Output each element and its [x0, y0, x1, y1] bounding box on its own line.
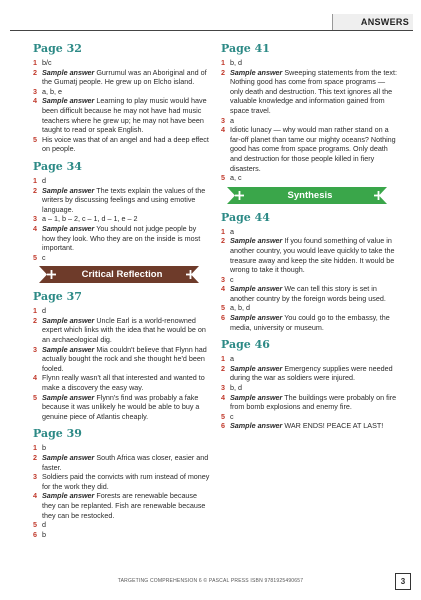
answer-item: 5 a, c — [221, 173, 242, 183]
page-41-answers — [221, 58, 399, 183]
page-34-heading: Page 34 — [33, 159, 82, 173]
page-44-answers — [221, 227, 399, 333]
answer-item: 2 Sample answer The texts explain the values of the writers by discussing feelings and using emotive language. — [33, 185, 206, 214]
header-title: ANSWERS — [360, 17, 409, 27]
answer-item: 2 Sample answer Sweeping statements from the text: Nothing good has come from space programs — only death and destruction. This text ignores all the valuable knowledge and information gained from space travel. — [221, 67, 398, 115]
answer-item: 4 Idiotic lunacy — why would man rather stand on a far-off planet than tame our mighty oceans? Nothing good has come from space programs. Only death and destruction for those people killed in fiery disasters. — [221, 125, 396, 173]
answer-item: 3 Soldiers paid the convicts with rum instead of money for the work they did. — [33, 472, 210, 491]
answer-item: 6 Sample answer WAR ENDS! PEACE AT LAST! — [221, 421, 384, 431]
answer-item: 1 a — [221, 354, 234, 364]
critical-reflection-banner — [33, 266, 211, 283]
answer-item: 2 Sample answer Uncle Earl is a world-renowned expert which links with the idea that he would be on an archaeological dig. — [33, 315, 206, 345]
page-32-answers — [33, 58, 211, 154]
answer-item: 3 a, b, e — [33, 86, 62, 96]
answer-item: 4 Sample answer Forests are renewable because they can be replanted. Fish are renewable because they can be restocked. — [33, 491, 206, 520]
page-41-heading: Page 41 — [221, 42, 270, 55]
answer-item: 3 Sample answer Mia couldn't believe that Flynn had actually bought the rock and she thought he'd been fooled. — [33, 344, 207, 373]
answer-item: 5 d — [33, 520, 46, 530]
page-37-answers — [33, 306, 211, 421]
page-32-heading: Page 32 — [33, 42, 82, 55]
answer-item: 3 b, d — [221, 383, 242, 393]
answer-item: 6 b — [33, 529, 46, 539]
answer-item: 3 c — [221, 274, 234, 284]
answer-item: 4 Sample answer You should not judge people by how they look. Who they are on the inside is most important. — [33, 223, 201, 253]
page-37-heading: Page 37 — [33, 290, 82, 304]
answer-item: 1 b — [33, 443, 46, 453]
answer-item: 4 Flynn really wasn't all that interested and wanted to make a discovery the easy way. — [33, 373, 205, 393]
header-rule — [10, 30, 413, 31]
answer-item: 1 a — [221, 226, 234, 236]
answer-item: 5 His voice was that of an angel and had a deep effect on people. — [33, 134, 209, 154]
answer-item: 1 b/c — [33, 58, 52, 67]
banner-label: Critical Reflection — [81, 269, 163, 281]
page-34-answers — [33, 176, 211, 262]
answer-item: 2 Sample answer Emergency supplies were needed during the war as soldiers were injured. — [221, 363, 393, 383]
header-bar — [0, 0, 421, 38]
answer-item: 5 c — [33, 252, 46, 262]
page-44-heading: Page 44 — [221, 210, 270, 224]
right-column — [221, 42, 399, 431]
footer-credit: TARGETING COMPREHENSION 6 © PASCAL PRESS ISBN 9781925490657 — [117, 578, 304, 584]
page-46-heading: Page 46 — [221, 338, 270, 352]
answer-item: 4 Sample answer Learning to play music would have been difficult because he may not have had music teachers where he grew up; he may not have been taught to read or speak English. — [33, 96, 207, 135]
answer-item: 6 Sample answer You could go to the embassy, the media, university or museum. — [221, 313, 390, 332]
answer-item: 4 Sample answer The buildings were probably on fire from bomb explosions and enemy fire. — [221, 392, 397, 412]
answer-item: 2 Sample answer Gurrumul was an Aboriginal and of the Gumatj people. He grew up on Elcho island. — [33, 67, 207, 87]
answer-item: 1 b, d — [221, 58, 242, 67]
answer-item: 4 Sample answer We can tell this story is set in another country by the foreign words being used. — [221, 284, 386, 303]
page-46-answers — [221, 354, 399, 431]
answer-item: 2 Sample answer If you found something of value in another country, you would leave quickly to take the treasure away and keep the site hidden. It would be wrong to take it though. — [221, 236, 395, 275]
answer-item: 3 a — [221, 115, 234, 125]
answer-item: 2 Sample answer South Africa was closer, easier and faster. — [33, 453, 209, 472]
page-39-heading: Page 39 — [33, 427, 82, 441]
answer-item: 3 a – 1, b – 2, c – 1, d – 1, e – 2 — [33, 214, 138, 224]
answer-item: 5 Sample answer Flynn's find was probably a fake because it was unlikely he would be able to buy a genuine piece of Atlantis cheaply. — [33, 392, 200, 421]
answer-item: 1 d — [33, 175, 46, 185]
page-number: 3 — [395, 573, 411, 590]
synthesis-banner — [221, 187, 399, 204]
answer-item: 5 a, b, d — [221, 303, 250, 313]
left-column — [33, 42, 211, 539]
page-39-answers — [33, 443, 211, 539]
answer-item: 1 d — [33, 306, 46, 316]
answer-item: 5 c — [221, 411, 234, 421]
banner-label: Synthesis — [287, 189, 333, 201]
